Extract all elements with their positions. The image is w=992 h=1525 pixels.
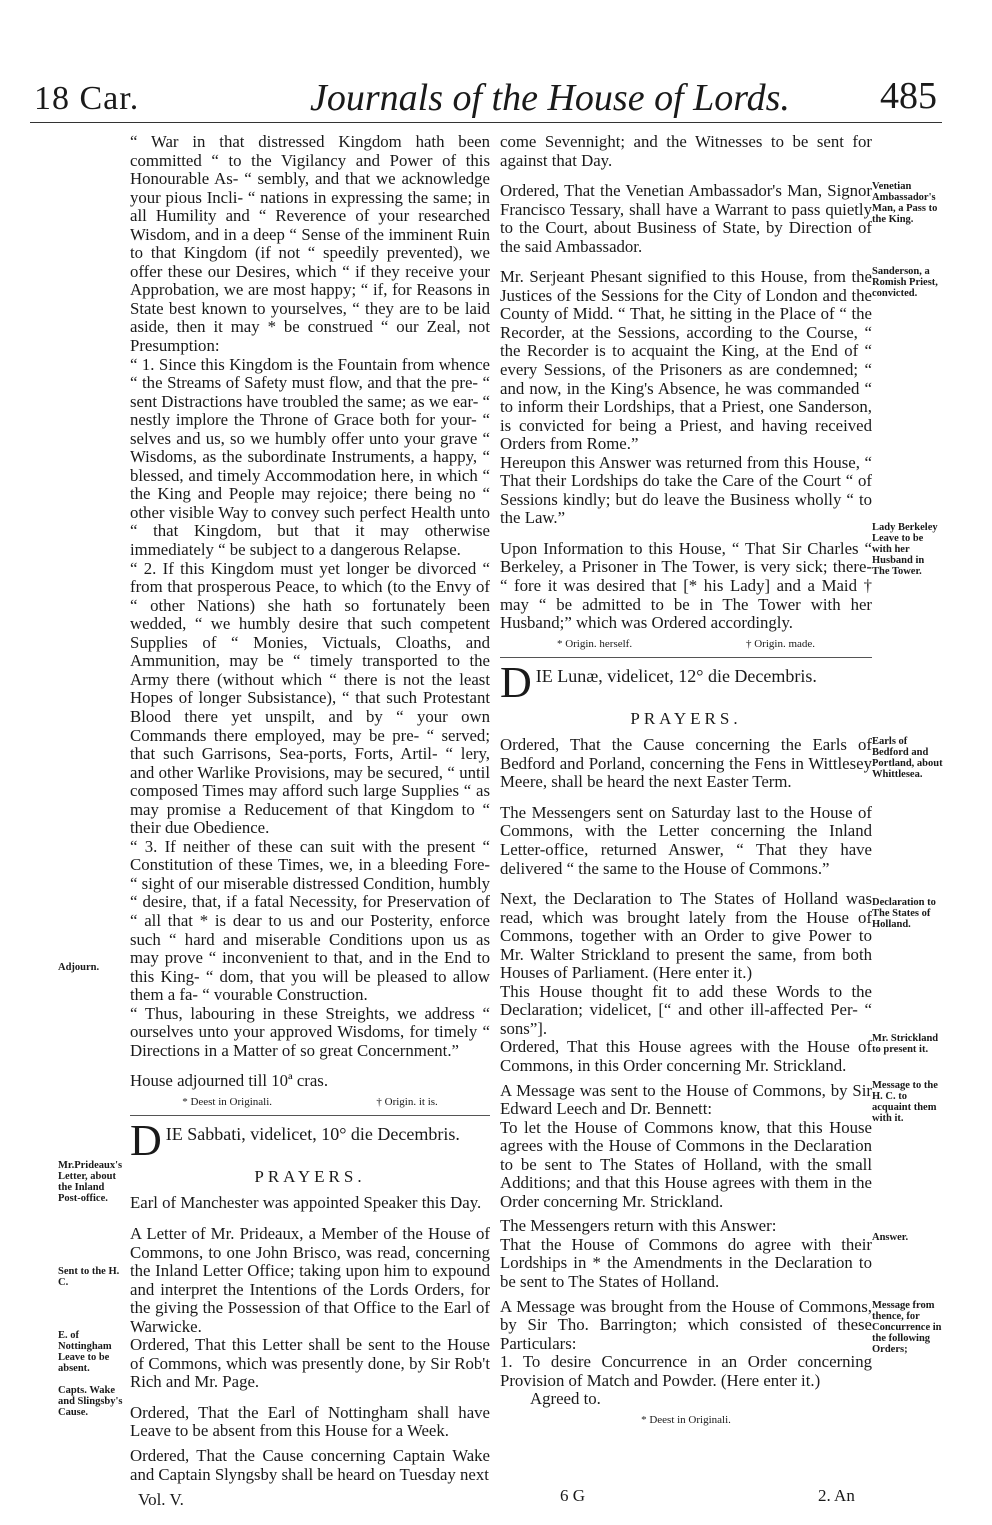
margin-note: Message from thence, for Concurrence in the following Orders; bbox=[872, 1300, 942, 1355]
regnal-year: 18 Car. bbox=[34, 80, 140, 117]
entry: Ordered, That the Cause concerning the Earls of Bedford and Porland, concerning the Fens in Wittlesey Meere, shall be heard the next Easter Term. bbox=[500, 735, 872, 792]
petition-paragraph: “ War in that distressed Kingdom hath been committed “ to the Vigilancy and Power of this Honourable As- “ sembly, and that we acknowledge your pious Incli- “ nations in expressing the same; in all Humility and “ Reverence of your researched Wisdom, and in a deep “ Sense of the imminent Ruin to that Kingdom (if not “ speedily prevented), we offer these our Desires, which “ if they receive your Approbation, we are most happy; “ if, for Reasons in State best known to yourselves, “ they are to be laid aside, then it may * be construed “ our Zeal, not Presumption: bbox=[130, 132, 490, 356]
prayers-heading: PRAYERS. bbox=[254, 1166, 366, 1186]
entry: A Message was sent to the House of Commons, by Sir Edward Leech and Dr. Bennett: bbox=[500, 1080, 872, 1119]
day-heading bbox=[500, 657, 872, 707]
margin-note: Mr. Strickland to present it. bbox=[872, 1033, 939, 1055]
left-column bbox=[130, 133, 490, 1484]
adjourn-entry: House adjourned till 10ª cras. bbox=[130, 1071, 329, 1091]
entry: Agreed to. bbox=[530, 1389, 601, 1409]
margin-note: Sent to the H. C. bbox=[58, 1266, 120, 1288]
footnote: † Origin. made. bbox=[745, 637, 816, 650]
margin-note: Mr.Prideaux's Letter, about the Inland Post-office. bbox=[58, 1160, 123, 1204]
footnotes bbox=[500, 637, 872, 651]
entry: This House thought fit to add these Words to the Declaration; videlicet, [“ and other ill-affected Per- “ sons”]. bbox=[500, 981, 872, 1038]
footnote: * Origin. herself. bbox=[556, 637, 633, 650]
footnote: † Origin. it is. bbox=[376, 1095, 438, 1108]
page-header bbox=[0, 0, 992, 120]
entry: Hereupon this Answer was returned from this House, “ That their Lordships do take the Care of the Court “ of Sessions kindly; but do leave the Business wholly “ to the Law.” bbox=[500, 452, 872, 528]
margin-note: Adjourn. bbox=[58, 962, 100, 973]
margin-note: Declaration to The States of Holland. bbox=[872, 897, 936, 930]
margin-note: Sanderson, a Romish Priest, convicted. bbox=[872, 266, 938, 299]
margin-note: Answer. bbox=[872, 1232, 909, 1243]
entry: Ordered, That the Cause concerning Captain Wake and Captain Slyngsby shall be heard on Tuesday next bbox=[130, 1446, 490, 1484]
day-heading-text: IE Sabbati, videlicet, 10° die Decembris. bbox=[165, 1123, 460, 1144]
entry: That the House of Commons do agree with their Lordships in * the Amendments in the Declaration to be sent to The States of Holland. bbox=[500, 1234, 872, 1291]
entry: To let the House of Commons know, that this House agrees with the House of Commons in the Declaration to be sent to The States of Holland, with the small Additions; and that this House agrees with them in the Order concerning Mr. Strickland. bbox=[500, 1117, 872, 1211]
section-rule bbox=[500, 657, 872, 658]
volume-mark: Vol. V. bbox=[138, 1490, 184, 1509]
footnote: * Deest in Originali. bbox=[182, 1095, 273, 1108]
footnotes bbox=[500, 1413, 872, 1427]
catchword: 2. An bbox=[818, 1486, 855, 1505]
right-column bbox=[500, 133, 872, 1433]
signature-mark: 6 G bbox=[560, 1486, 586, 1505]
section-rule bbox=[130, 1115, 490, 1116]
entry: 1. To desire Concurrence in an Order concerning Provision of Match and Powder. (Here enter it.) bbox=[500, 1352, 872, 1390]
entry: A Letter of Mr. Prideaux, a Member of the House of Commons, to one John Brisco, was read, concerning the Inland Letter Office; taking upon him to expound and interpret the Intentions of the Lords Orders, for the giving the Possession of that Office to the Earl of Warwicke. bbox=[130, 1223, 490, 1336]
entry: Ordered, That this House agrees with the House of Commons, in this Order concerning Mr. Strickland. bbox=[500, 1037, 872, 1075]
entry: Earl of Manchester was appointed Speaker this Day. bbox=[130, 1193, 482, 1213]
footnotes bbox=[130, 1095, 490, 1109]
margin-note: Lady Berkeley Leave to be with her Husband in The Tower. bbox=[872, 522, 938, 577]
entry: The Messengers return with this Answer: bbox=[500, 1216, 777, 1236]
entry: come Sevennight; and the Witnesses to be sent for against that Day. bbox=[500, 132, 872, 170]
entry: Ordered, That this Letter shall be sent to the House of Commons, which was presently done, by Sir Rob't Rich and Mr. Page. bbox=[130, 1335, 490, 1392]
petition-paragraph: “ 2. If this Kingdom must yet longer be divorced “ from that prosperous Peace, to which (to the Envy of “ other Nations) she hath so fortunately been wedded, “ we humbly desire that such competent Supplies of “ Monies, Victuals, Cloaths, and Ammunition, may be “ timely transported to the Army there (without which “ there is not the least Hopes of longer Subsistance), “ that such Protestant Blood there yet unspilt, and by “ your own Commands there employed, may be pre- “ served; that such Garrisons, Sea-ports, Forts, Artil- “ lery, and other Warlike Provisions, may be secured, “ until composed Times may afford such large Supplies “ as may promise a Reducement of that Kingdom to “ their due Obedience. bbox=[130, 558, 490, 838]
running-title: Journals of the House of Lords. bbox=[310, 77, 790, 119]
margin-note: Earls of Bedford and Portland, about Whittlesea. bbox=[872, 736, 943, 780]
entry: Mr. Serjeant Phesant signified to this House, from the Justices of the Sessions for the City of London and the County of Midd. “ That, he sitting in the Place of “ the Recorder, at the Sessions, according to the Course, “ the Recorder is to acquaint the King, at the End of “ every Sessions, of the Prisoners as are condemned; “ and now, in the King's Absence, he was commanded “ to inform their Lordships, that a Priest, one Sanderson, is convicted for being a Priest, and having received Orders from Rome.” bbox=[500, 267, 872, 454]
margin-note: Message to the H. C. to acquaint them with it. bbox=[872, 1080, 938, 1124]
entry: Ordered, That the Earl of Nottingham shall have Leave to be absent from this House for a Week. bbox=[130, 1402, 490, 1441]
entry: Next, the Declaration to The States of Holland was read, which was brought lately from the House of Commons, together with an Order to give Power to Mr. Walter Strickland to present the same, from both Houses of Parliament. (Here enter it.) bbox=[500, 889, 872, 983]
drop-cap: D bbox=[500, 657, 532, 707]
header-rule bbox=[30, 122, 942, 123]
page-number: 485 bbox=[880, 75, 937, 117]
margin-note: Capts. Wake and Slingsby's Cause. bbox=[58, 1385, 123, 1418]
petition-paragraph: “ 1. Since this Kingdom is the Fountain from whence “ the Streams of Safety must flow, and that the pre- “ sent Distractions have troubled the same; as we ear- “ nestly implore the Throne of Grace both for your- “ selves and us, so we humbly offer unto your grave “ Wisdoms, as the subordinate Instruments, a happy, “ blessed, and timely Accommodation here, in which “ the King and People may rejoice; there being no “ other visible Way to convey such perfect Health unto “ that Kingdom, but that it may otherwise immediately “ be subject to a dangerous Relapse. bbox=[130, 354, 490, 560]
prayers-heading: PRAYERS. bbox=[630, 708, 742, 728]
entry: A Message was brought from the House of Commons, by Sir Tho. Barrington; which consisted of these Particulars: bbox=[500, 1296, 872, 1353]
margin-note: E. of Nottingham Leave to be absent. bbox=[58, 1330, 112, 1374]
day-heading-text: IE Lunæ, videlicet, 12° die Decembris. bbox=[535, 665, 817, 686]
entry: Ordered, That the Venetian Ambassador's Man, Signor Francisco Tessary, shall have a Warrant to pass quietly to the Court, about Business of State, by Direction of the said Ambassador. bbox=[500, 181, 872, 256]
petition-paragraph: “ 3. If neither of these can suit with the present “ Constitution of these Times, we, in a bleeding Fore- “ sight of our miserable distressed Condition, humbly “ desire, that, if a fatal Necessity, for Preservation of “ all that * is dear to us and our Posterity, enforce such “ hard and miserable Conditions upon us as may prove “ inconvenient to that, and in the End to this King- “ dom, that you will be pleased to allow them a fa- “ vourable Construction. bbox=[130, 836, 490, 1005]
entry: Upon Information to this House, “ That Sir Charles “ Berkeley, a Prisoner in The Tower, is very sick; there- “ fore it was desired that [* his Lady] and a Maid † may “ be admitted to be in The Tower with her Husband;” which was Ordered accordingly. bbox=[500, 538, 872, 633]
footnote: * Deest in Originali. bbox=[641, 1413, 731, 1426]
drop-cap: D bbox=[130, 1115, 162, 1165]
margin-note: Venetian Ambassador's Man, a Pass to the King. bbox=[872, 181, 938, 225]
entry: The Messengers sent on Saturday last to the House of Commons, with the Letter concerning the Inland Letter-office, returned Answer, “ That they have delivered “ the same to the House of Commons.” bbox=[500, 802, 872, 878]
petition-paragraph: “ Thus, labouring in these Streights, we address “ ourselves unto your approved Wisdoms, for timely “ Directions in a Matter of so great Concernment.” bbox=[130, 1003, 490, 1060]
day-heading bbox=[130, 1115, 490, 1165]
